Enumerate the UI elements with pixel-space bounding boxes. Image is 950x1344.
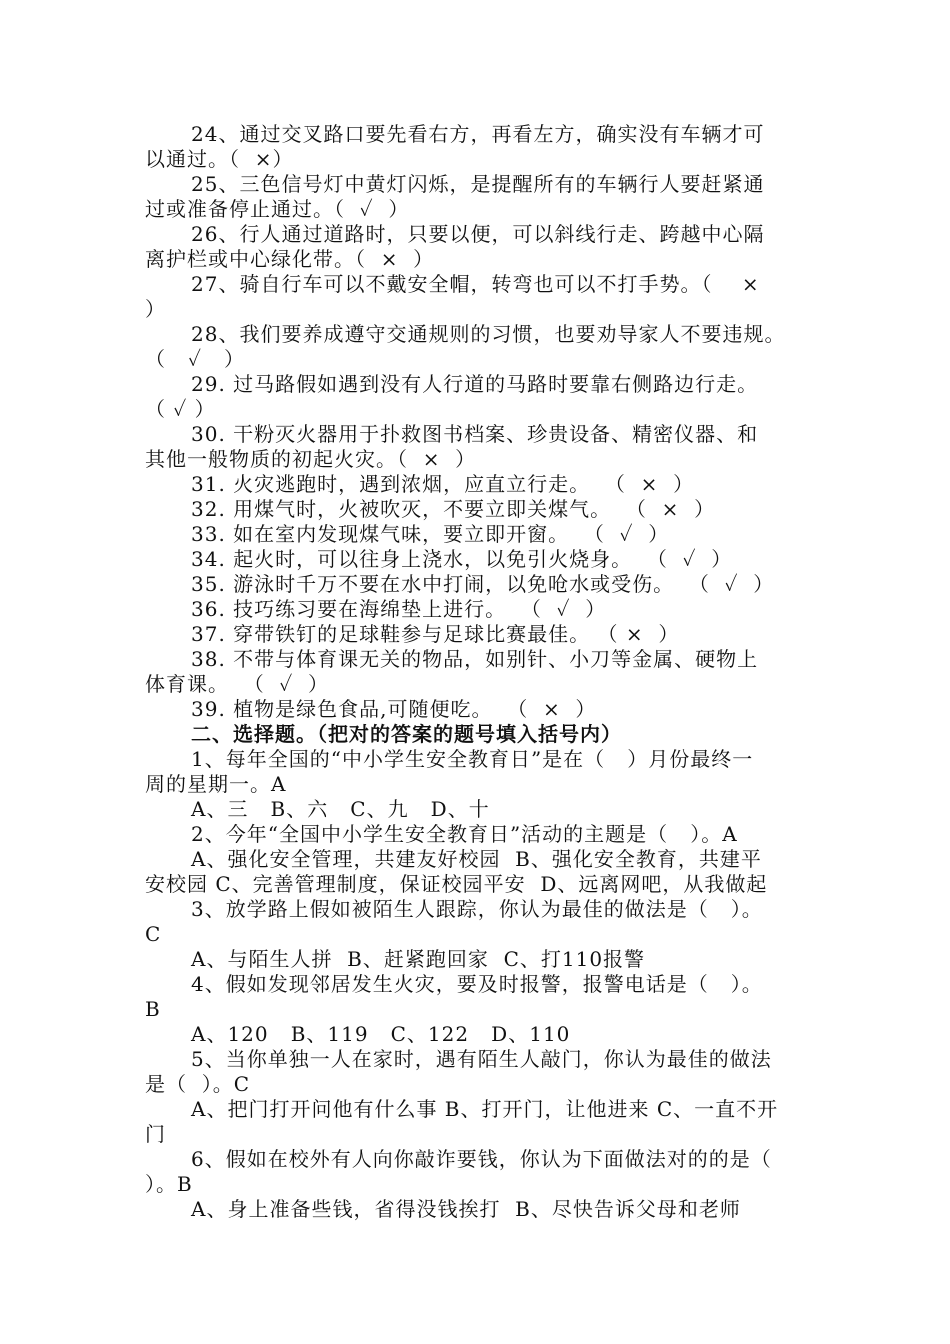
text-line: 27、骑自行车可以不戴安全帽，转弯也可以不打手势。（ × xyxy=(191,272,760,296)
text-line: 3、放学路上假如被陌生人跟踪，你认为最佳的做法是（ ）。 xyxy=(191,897,763,921)
text-line: 30. 干粉灭火器用于扑救图书档案、珍贵设备、精密仪器、和 xyxy=(191,422,759,446)
text-line: A、把门打开问他有什么事 B、打开门，让他进来 C、一直不开 xyxy=(191,1097,779,1121)
text-line: 门 xyxy=(145,1122,166,1146)
text-line: 体育课。 （ ✓ ） xyxy=(145,672,330,696)
text-line: A、120 B、119 C、122 D、110 xyxy=(191,1022,571,1046)
text-line: 37. 穿带铁钉的足球鞋参与足球比赛最佳。 （ × ） xyxy=(191,622,680,646)
text-line: 安校园 C、完善管理制度，保证校园平安 D、远离网吧，从我做起 xyxy=(145,872,768,896)
text-line: 其他一般物质的初起火灾。（ × ） xyxy=(145,447,477,471)
text-line: A、与陌生人拼 B、赶紧跑回家 C、打110报警 xyxy=(191,947,646,971)
text-line: 6、假如在校外有人向你敲诈要钱，你认为下面做法对的的是（ xyxy=(191,1147,772,1171)
text-line: A、强化安全管理，共建友好校园 B、强化安全教育，共建平 xyxy=(191,847,762,871)
text-line: 26、行人通过道路时，只要以便，可以斜线行走、跨越中心隔 xyxy=(191,222,765,246)
text-line: 32. 用煤气时，火被吹灭，不要立即关煤气。 （ × ） xyxy=(191,497,716,521)
document-body xyxy=(145,122,810,1222)
text-line: 34. 起火时，可以往身上浇水，以免引火烧身。 （ ✓ ） xyxy=(191,547,733,571)
text-line: 24、通过交叉路口要先看右方，再看左方，确实没有车辆才可 xyxy=(191,122,765,146)
text-line: 31. 火灾逃跑时，遇到浓烟，应直立行走。 （ × ） xyxy=(191,472,695,496)
text-line: 35. 游泳时千万不要在水中打闹，以免呛水或受伤。 （ ✓ ） xyxy=(191,572,775,596)
text-line: 离护栏或中心绿化带。（ × ） xyxy=(145,247,435,271)
text-line: 4、假如发现邻居发生火灾，要及时报警，报警电话是（ ）。 xyxy=(191,972,763,996)
text-line: 29. 过马路假如遇到没有人行道的马路时要靠右侧路边行走。 xyxy=(191,372,759,396)
text-line: ） xyxy=(145,297,166,321)
text-line: C xyxy=(145,922,162,946)
text-line: 5、当你单独一人在家时，遇有陌生人敲门，你认为最佳的做法 xyxy=(191,1047,772,1071)
text-line: A、身上准备些钱，省得没钱挨打 B、尽快告诉父母和老师 xyxy=(191,1197,741,1221)
text-line: 28、我们要养成遵守交通规则的习惯，也要劝导家人不要违规。 xyxy=(191,322,786,346)
text-line: （ ✓ ） xyxy=(145,347,246,371)
text-line: 2、今年“全国中小学生安全教育日”活动的主题是（ ）。A xyxy=(191,822,738,846)
text-line: ）。B xyxy=(145,1172,193,1196)
text-line: 36. 技巧练习要在海绵垫上进行。 （ ✓ ） xyxy=(191,597,607,621)
text-line: 1、每年全国的“中小学生安全教育日”是在（ ）月份最终一 xyxy=(191,747,754,771)
text-line: A、三 B、六 C、九 D、十 xyxy=(191,797,490,821)
text-line: 过或准备停止通过。（ ✓ ） xyxy=(145,197,410,221)
text-line: 39. 植物是绿色食品,可随便吃。 （ × ） xyxy=(191,697,597,721)
section-heading: 二、选择题。（把对的答案的题号填入括号内） xyxy=(191,722,622,746)
text-line: 38. 不带与体育课无关的物品，如别针、小刀等金属、硬物上 xyxy=(191,647,759,671)
text-line: （ ✓ ） xyxy=(145,397,216,421)
text-line: B xyxy=(145,997,161,1021)
text-line: 是（ ）。C xyxy=(145,1072,251,1096)
text-line: 以通过。（ ×） xyxy=(145,147,294,171)
text-line: 25、三色信号灯中黄灯闪烁，是提醒所有的车辆行人要赶紧通 xyxy=(191,172,765,196)
text-line: 33. 如在室内发现煤气味，要立即开窗。 （ ✓ ） xyxy=(191,522,670,546)
text-line: 周的星期一。A xyxy=(145,772,287,796)
